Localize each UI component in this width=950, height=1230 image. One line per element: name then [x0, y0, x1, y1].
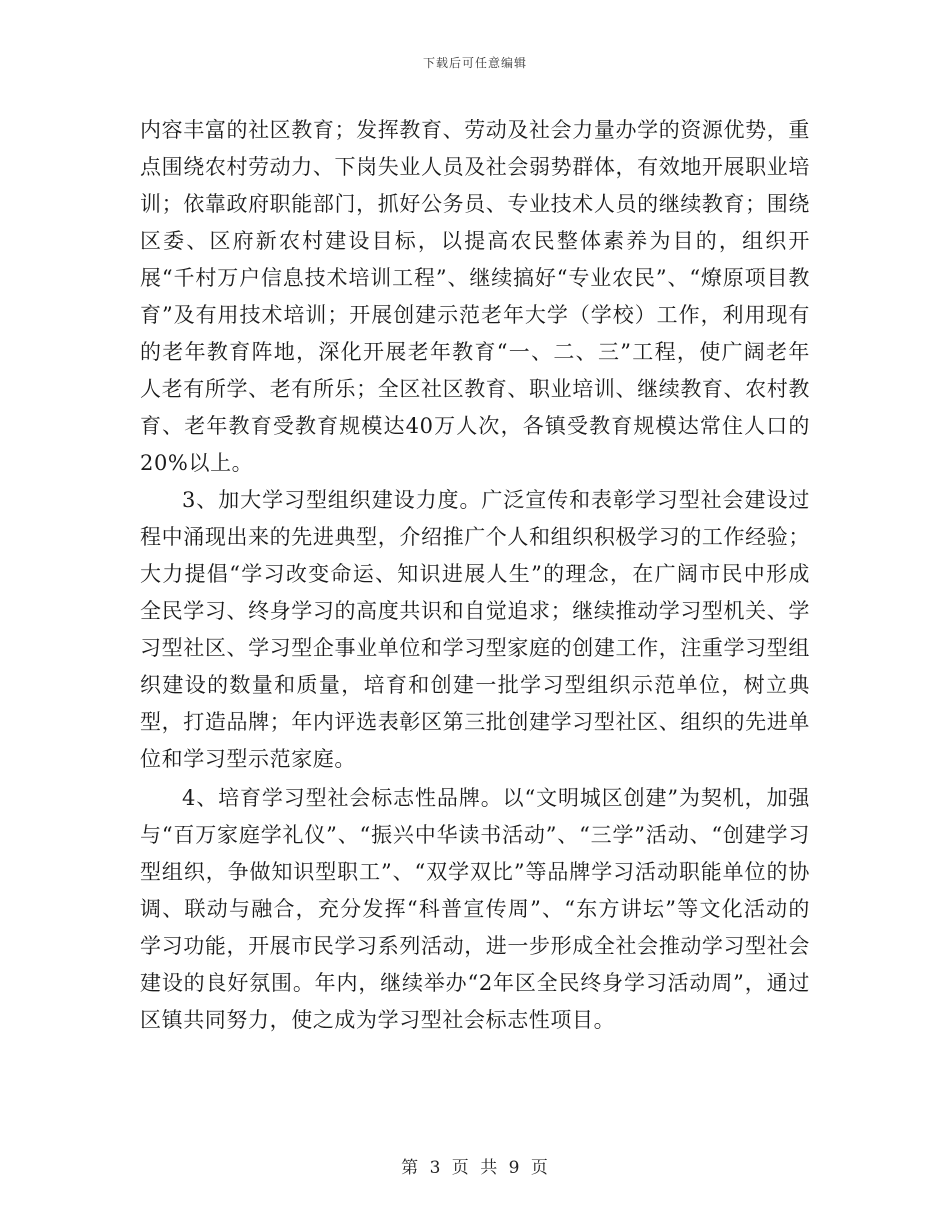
paragraph-item-4: 4、培育学习型社会标志性品牌。以“文明城区创建”为契机，加强与“百万家庭学礼仪”、“振兴中华读书活动”、“三学”活动、“创建学习型组织，争做知识型职工”、“双学双比”等品牌学习活动职能单位的协调、联动与融合，充分发挥“科普宣传周”、“东方讲坛”等文化活动的学习功能，开展市民学习系列活动，进一步形成全社会推动学习型社会建设的良好氛围。年内，继续举办“2年区全民终身学习活动周”，通过区镇共同努力，使之成为学习型社会标志性项目。 — [140, 786, 810, 1032]
page-header-note: 下载后可任意编辑 — [422, 56, 527, 70]
paragraph-item-3: 3、加大学习型组织建设力度。广泛宣传和表彰学习型社会建设过程中涌现出来的先进典型，介绍推广个人和组织积极学习的工作经验；大力提倡“学习改变命运、知识进展人生”的理念，在广阔市民中形成全民学习、终身学习的高度共识和自觉追求；继续推动学习型机关、学习型社区、学习型企事业单位和学习型家庭的创建工作，注重学习型组织建设的数量和质量，培育和创建一批学习型组织示范单位，树立典型，打造品牌；年内评选表彰区第三批创建学习型社区、组织的先进单位和学习型示范家庭。 — [140, 488, 810, 771]
document-body — [140, 112, 810, 1039]
page-number-footer: 第 3 页 共 9 页 — [401, 1158, 549, 1178]
paragraph-continued: 内容丰富的社区教育；发挥教育、劳动及社会力量办学的资源优势，重点围绕农村劳动力、下岗失业人员及社会弱势群体，有效地开展职业培训；依靠政府职能部门，抓好公务员、专业技术人员的继续教育；围绕区委、区府新农村建设目标，以提高农民整体素养为目的，组织开展“千村万户信息技术培训工程”、继续搞好“专业农民”、“燎原项目教育”及有用技术培训；开展创建示范老年大学（学校）工作，利用现有的老年教育阵地，深化开展老年教育“一、二、三”工程，使广阔老年人老有所学、老有所乐；全区社区教育、职业培训、继续教育、农村教育、老年教育受教育规模达40万人次，各镇受教育规模达常住人口的20%以上。 — [140, 118, 810, 475]
